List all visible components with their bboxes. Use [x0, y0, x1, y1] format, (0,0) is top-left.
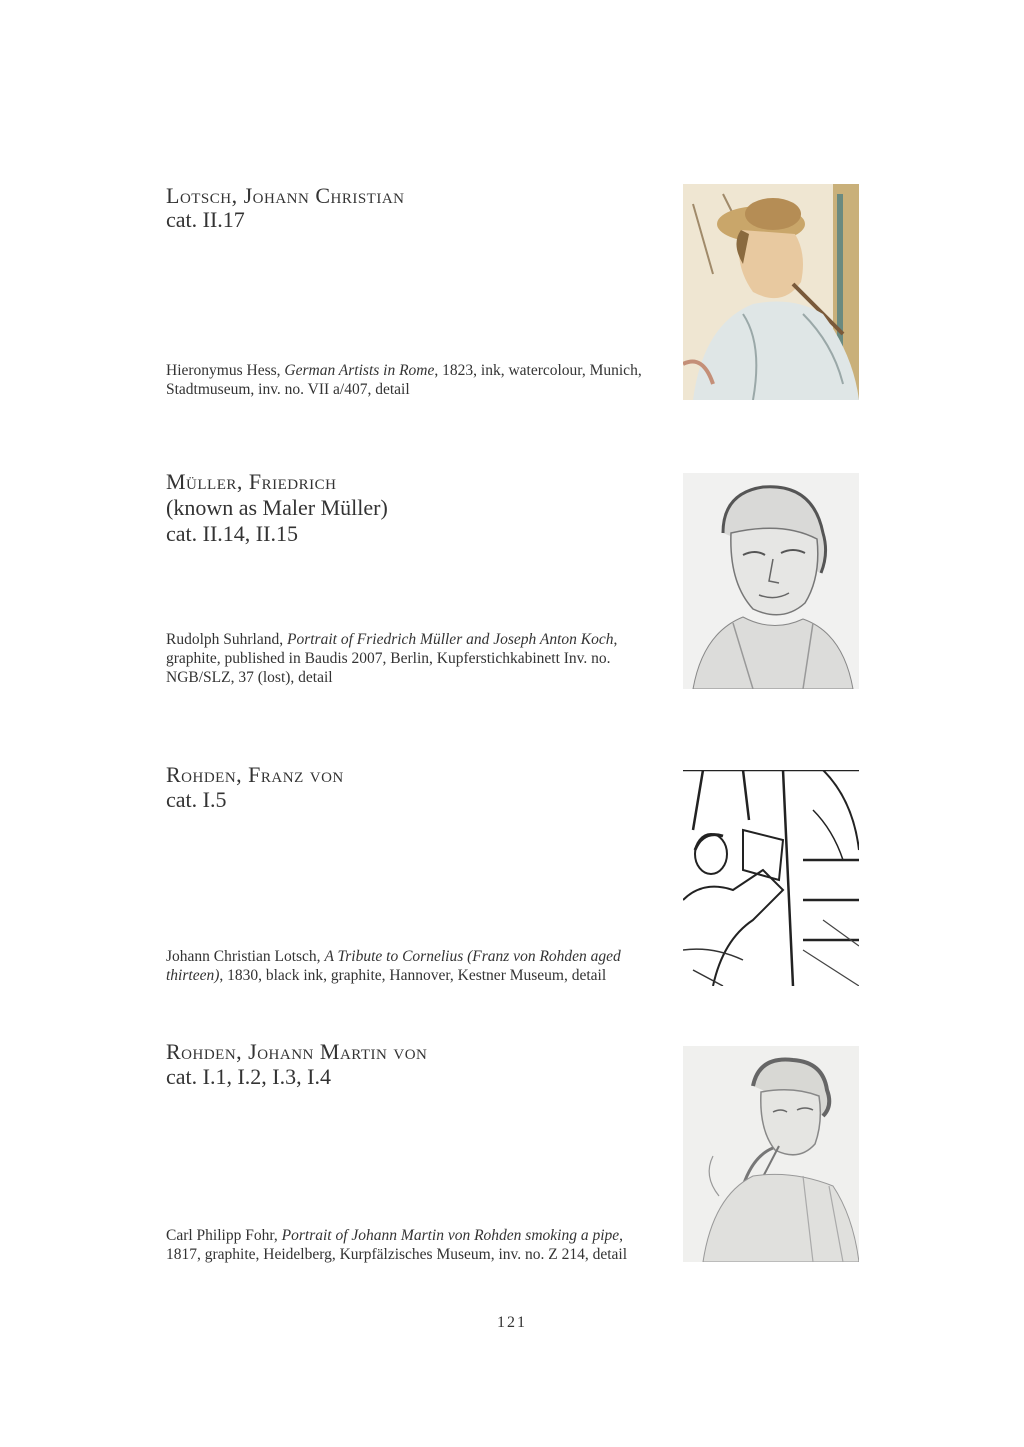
entry-name: Lotsch, Johann Christian: [166, 183, 405, 208]
artwork-title: Portrait of Johann Martin von Rohden smoking a pipe: [281, 1227, 620, 1244]
artwork-title: A Tribute to Cornelius (Franz von Rohden aged thirteen): [166, 948, 621, 984]
page-number: 121: [497, 1314, 527, 1331]
catalogue-reference: cat. II.14, II.15: [166, 521, 298, 546]
portrait-image: [683, 473, 859, 689]
entry-name: Rohden, Johann Martin von: [166, 1039, 428, 1064]
catalogue-reference: cat. I.1, I.2, I.3, I.4: [166, 1064, 331, 1089]
portrait-image: [683, 1046, 859, 1262]
image-caption: Hieronymus Hess, German Artists in Rome, 1823, ink, watercolour, Munich, Stadtmuseum, inv. no. VII a/407, detail: [166, 362, 642, 398]
entry-subtitle: (known as Maler Müller): [166, 495, 388, 520]
image-caption: Johann Christian Lotsch, A Tribute to Cornelius (Franz von Rohden aged thirteen), 1830, black ink, graphite, Hannover, Kestner Museum, detail: [166, 948, 621, 984]
image-caption: Rudolph Suhrland, Portrait of Friedrich Müller and Joseph Anton Koch, graphite, published in Baudis 2007, Berlin, Kupferstichkabinett Inv. no. NGB/SLZ, 37 (lost), detail: [166, 631, 618, 686]
portrait-image: [683, 770, 859, 986]
artwork-title: Portrait of Friedrich Müller and Joseph Anton Koch: [287, 631, 614, 648]
catalogue-reference: cat. I.5: [166, 787, 227, 812]
portrait-image: [683, 184, 859, 400]
entry-name: Rohden, Franz von: [166, 762, 344, 787]
artwork-title: German Artists in Rome: [284, 362, 435, 379]
image-caption: Carl Philipp Fohr, Portrait of Johann Martin von Rohden smoking a pipe, 1817, graphite, Heidelberg, Kurpfälzisches Museum, inv. no. Z 214, detail: [166, 1227, 628, 1263]
catalogue-reference: cat. II.17: [166, 207, 245, 232]
entry-name: Müller, Friedrich: [166, 469, 337, 494]
